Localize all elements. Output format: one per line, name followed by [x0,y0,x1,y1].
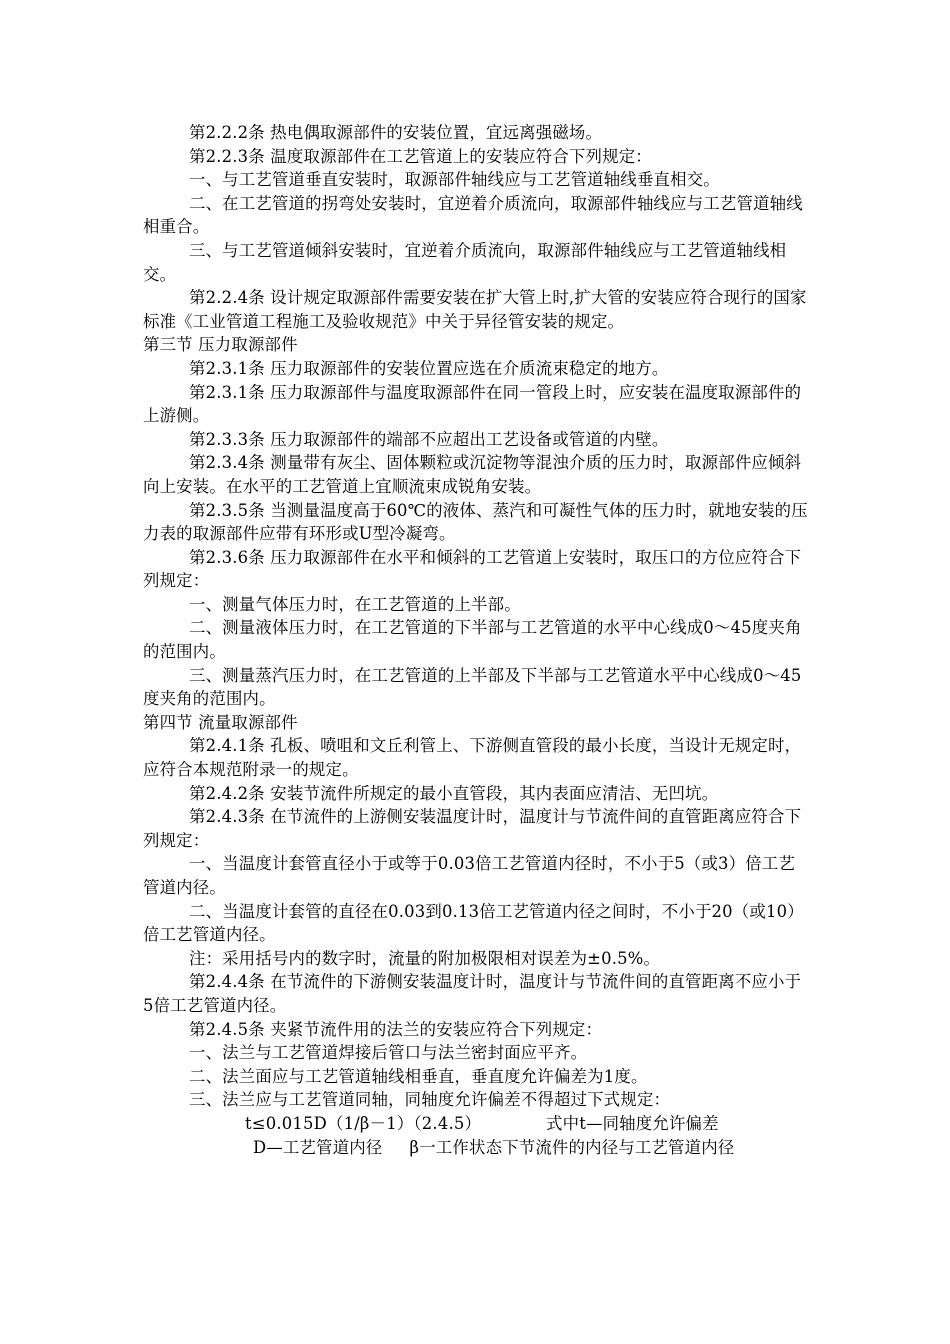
paragraph: 第2.2.2条 热电偶取源部件的安装位置，宜远离强磁场。 [189,123,603,142]
paragraph: 第2.4.4条 在节流件的下游侧安装温度计时，温度计与节流件间的直管距离不应小于5倍工艺管道内径。 [143,972,802,1015]
formula-line: t≤0.015D（1/β－1）（2.4.5） 式中t—同轴度允许偏差 [245,1113,719,1133]
paragraph: 第2.3.6条 压力取源部件在水平和倾斜的工艺管道上安装时，取压口的方位应符合下列规定： [143,547,802,591]
paragraph: 第2.2.3条 温度取源部件在工艺管道上的安装应符合下列规定： [189,146,652,166]
paragraph: 第2.3.1条 压力取源部件的安装位置应选在介质流束稳定的地方。 [189,358,669,378]
paragraph: 第2.4.1条 孔板、喷咀和文丘利管上、下游侧直管段的最小长度，当设计无规定时，应符合本规范附录一的规定。 [143,736,802,780]
paragraph: 第2.4.2条 安装节流件所规定的最小直管段，其内表面应清洁、无凹坑。 [189,783,719,803]
paragraph: 二、当温度计套管的直径在0.03到0.13倍工艺管道内径之间时，不小于20（或10）倍工艺管道内径。 [143,901,804,945]
paragraph: 二、在工艺管道的拐弯处安装时，宜逆着介质流向，取源部件轴线应与工艺管道轴线相重合。 [143,193,803,237]
document-body [143,121,808,1159]
section-heading: 第四节 流量取源部件 [143,712,298,732]
paragraph: 三、与工艺管道倾斜安装时，宜逆着介质流向，取源部件轴线应与工艺管道轴线相交。 [143,240,787,284]
paragraph: 一、当温度计套管直径小于或等于0.03倍工艺管道内径时，不小于5（或3）倍工艺管道内径。 [143,854,796,897]
paragraph: 第2.4.3条 在节流件的上游侧安装温度计时，温度计与节流件间的直管距离应符合下列规定： [143,807,802,850]
paragraph: 一、法兰与工艺管道焊接后管口与法兰密封面应平齐。 [189,1043,588,1063]
paragraph: 第2.4.5条 夹紧节流件用的法兰的安装应符合下列规定： [189,1019,603,1039]
paragraph: 第2.3.1条 压力取源部件与温度取源部件在同一管段上时，应安装在温度取源部件的上游侧。 [143,382,802,426]
paragraph: 二、法兰面应与工艺管道轴线相垂直，垂直度允许偏差为1度。 [189,1066,648,1086]
paragraph: 一、与工艺管道垂直安装时，取源部件轴线应与工艺管道轴线垂直相交。 [189,170,720,190]
paragraph: 第2.3.4条 测量带有灰尘、固体颗粒或沉淀物等混浊介质的压力时，取源部件应倾斜向上安装。在水平的工艺管道上宜顺流束成锐角安装。 [143,453,802,496]
paragraph: 一、测量气体压力时，在工艺管道的上半部。 [189,594,521,614]
paragraph: 第2.2.4条 设计规定取源部件需要安装在扩大管上时,扩大管的安装应符合现行的国家标准《工业管道工程施工及验收规范》中关于异径管安装的规定。 [143,288,807,331]
paragraph: 三、测量蒸汽压力时，在工艺管道的上半部及下半部与工艺管道水平中心线成0～45度夹角的范围内。 [143,665,802,709]
paragraph: 第2.3.3条 压力取源部件的端部不应超出工艺设备或管道的内壁。 [189,429,669,449]
paragraph: 注：采用括号内的数字时，流量的附加极限相对误差为±0.5%。 [189,948,661,968]
paragraph-list [143,121,808,1112]
paragraph: 二、测量液体压力时，在工艺管道的下半部与工艺管道的水平中心线成0～45度夹角的范围内。 [143,618,802,662]
paragraph: 第2.3.5条 当测量温度高于60℃的液体、蒸汽和可凝性气体的压力时，就地安装的压力表的取源部件应带有环形或U型冷凝弯。 [143,500,808,544]
section-heading: 第三节 压力取源部件 [143,335,298,355]
formula-legend-line: D—工艺管道内径 β一工作状态下节流件的内径与工艺管道内径 [253,1137,735,1157]
paragraph: 三、法兰应与工艺管道同轴，同轴度允许偏差不得超过下式规定： [189,1090,671,1110]
